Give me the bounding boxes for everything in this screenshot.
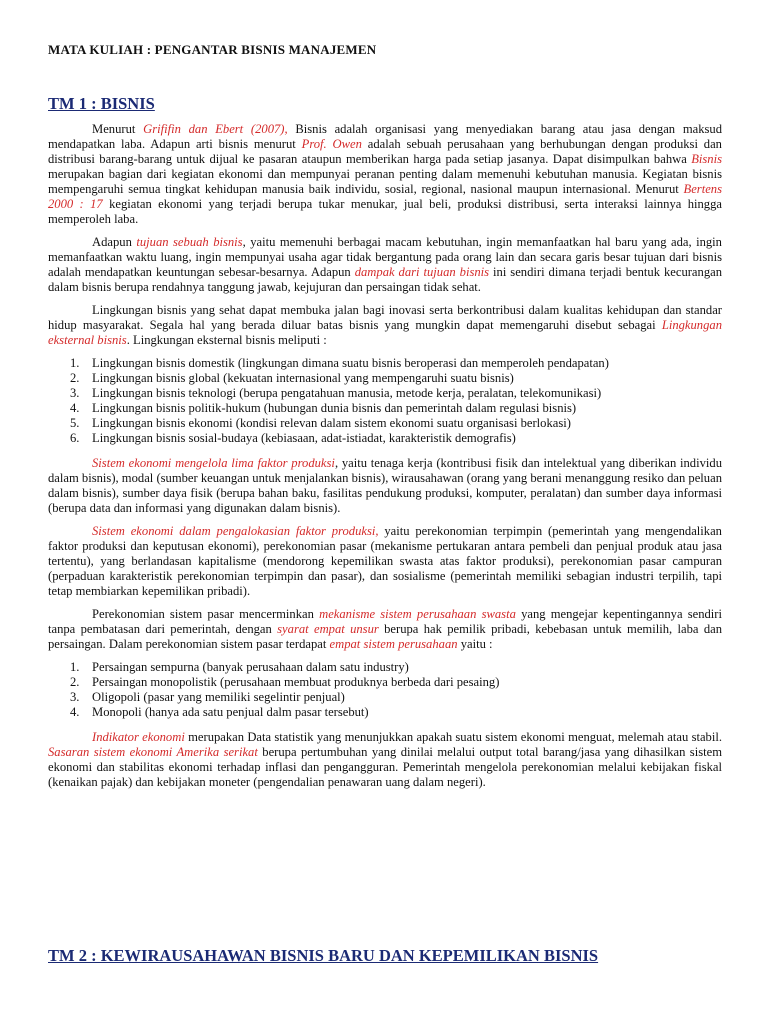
list-sistem-perusahaan (48, 660, 722, 720)
section-heading-tm2: TM 2 : KEWIRAUSAHAWAN BISNIS BARU DAN KEPEMILIKAN BISNIS (48, 946, 599, 965)
citation-bertens: Bertens 2000 : 17 (48, 182, 722, 211)
list-item: 3. Lingkungan bisnis teknologi (berupa pengatahuan manusia, metode kerja, peralatan, telekomunikasi) (70, 386, 602, 400)
highlight-lima-faktor: Sistem ekonomi mengelola lima faktor produksi (92, 456, 335, 470)
highlight-pengalokasian: Sistem ekonomi dalam pengalokasian faktor produksi, (92, 524, 379, 538)
paragraph-alokasi: Sistem ekonomi dalam pengalokasian faktor produksi, yaitu perekonomian terpimpin (pemerintah yang mengendalikan faktor produksi dan keputusan ekonomi), perekonomian pasar (mekanisme pertukaran antara pembeli dan penjual produk atau jasa tertentu), yang berlandasan kapitalisme (mendorong kepemilikan swasta atas faktor produksi), perekonomian pasar campuran (perpaduan karakteristik perekonomian terpimpin dan pasar), dan sosialisme (pemerintah memiliki sebagian industri terpilih, tapi tetap membiarkan kepemilikan pribadi). (48, 524, 722, 598)
highlight-bisnis: Bisnis (691, 152, 722, 166)
list-item: 1. Lingkungan bisnis domestik (lingkungan dimana suatu bisnis beroperasi dan memperoleh pendapatan) (70, 356, 609, 370)
paragraph-sistem-pasar: Perekonomian sistem pasar mencerminkan mekanisme sistem perusahaan swasta yang mengejar kepentingannya sendiri tanpa pembatasan dari pemerintah, dengan syarat empat unsur berupa hak pemilik pribadi, kebebasan untuk memilih, laba dan persaingan. Dalam perekonomian sistem pasar terdapat empat sistem perusahaan yaitu : (48, 607, 722, 651)
highlight-syarat: syarat empat unsur (277, 622, 379, 636)
paragraph-tujuan: Adapun tujuan sebuah bisnis, yaitu memenuhi berbagai macam kebutuhan, ingin memanfaatkan hal baru yang ada, ingin memanfaatkan waktu luang, ingin mempunyai usaha agar tidak bergantung pada orang lain dan secara garis besar tujuan dari bisnis adalah mendapatkan keuntungan sebesar-besarnya. Adapun dampak dari tujuan bisnis ini sendiri dimana terjadi bentuk kecurangan dalam bisnis berupa rendahnya tanggung jawab, kejujuran dan persaingan tidak sehat. (48, 235, 723, 294)
citation-prof-owen: Prof. Owen (301, 137, 362, 151)
highlight-mekanisme: mekanisme sistem perusahaan swasta (319, 607, 516, 621)
list-item: 4. Monopoli (hanya ada satu penjual dalm pasar tersebut) (70, 705, 369, 719)
highlight-indikator: Indikator ekonomi (92, 730, 185, 744)
citation-griffin-ebert: Grififin dan Ebert (2007), (143, 122, 288, 136)
highlight-empat-sistem: empat sistem perusahaan (329, 637, 458, 651)
course-title: MATA KULIAH : PENGANTAR BISNIS MANAJEMEN (48, 42, 377, 57)
list-item: 1. Persaingan sempurna (banyak perusahaan dalam satu industry) (70, 660, 409, 674)
paragraph-faktor-produksi: Sistem ekonomi mengelola lima faktor produksi, yaitu tenaga kerja (kontribusi fisik dan intelektual yang diberikan individu dalam bisnis), modal (sumber keuangan untuk menjalankan bisnis), wirausahawan (orang yang berani menanggung resiko dan peluan dalam bisnis), sumber daya fisik (berupa bahan baku, fasilitas pendukung produksi, komputer, peralatan) dan sumber daya informasi (berupa data dan informasi yang digunakan dalam bisnis). (48, 456, 722, 515)
highlight-sasaran: Sasaran sistem ekonomi Amerika serikat (48, 745, 258, 759)
paragraph-indikator: Indikator ekonomi merupakan Data statistik yang menunjukkan apakah suatu sistem ekonomi menguat, melemah atau stabil. Sasaran sistem ekonomi Amerika serikat berupa pertumbuhan yang dinilai melalui output total barang/jasa yang dihasilkan sistem ekonomi dan stabilitas ekonomi terhadap inflasi dan pengangguran. Pemerintah mengelola perekonomian melalui kebijakan fiskal (kenaikan pajak) dan kebijakan moneter (pengendalian penawaran uang dalam negeri). (48, 730, 722, 789)
list-item: 5. Lingkungan bisnis ekonomi (kondisi relevan dalam sistem ekonomi suatu organisasi berlokasi) (70, 416, 571, 430)
paragraph-definition: Menurut Grififin dan Ebert (2007), Bisnis adalah organisasi yang menyediakan barang atau jasa dengan maksud mendapatkan laba. Adapun arti bisnis menurut Prof. Owen adalah sebuah perusahaan yang berhubungan dengan produksi dan distribusi barang-barang untuk dijual ke pasaran ataupun memberikan harga pada setiap jasanya. Dapat disimpulkan bahwa Bisnis merupakan bagian dari kegiatan ekonomi dan mempunyai peranan penting dalam memenuhi kebutuhan manusia. Kegiatan bisnis mempengaruhi semua tingkat kehidupan manusia baik individu, sosial, regional, nasional maupun internasional. Menurut Bertens 2000 : 17 kegiatan ekonomi yang terjadi berupa tukar menukar, jual beli, produksi distribusi, serta interaksi lainnya hingga memperoleh laba. (48, 122, 722, 226)
list-item: 3. Oligopoli (pasar yang memiliki segelintir penjual) (70, 690, 345, 704)
highlight-dampak: dampak dari tujuan bisnis (354, 265, 490, 279)
list-item: 6. Lingkungan bisnis sosial-budaya (kebiasaan, adat-istiadat, karakteristik demografis) (70, 431, 516, 445)
paragraph-lingkungan: Lingkungan bisnis yang sehat dapat membuka jalan bagi inovasi serta berkontribusi dalam kualitas kehidupan dan standar hidup masyarakat. Segala hal yang berada diluar batas bisnis yang mungkin dapat memengaruhi disebut sebagai Lingkungan eksternal bisnis. Lingkungan eksternal bisnis meliputi : (48, 303, 722, 347)
highlight-lingkungan-eksternal: Lingkungan eksternal bisnis (48, 318, 722, 347)
highlight-tujuan: tujuan sebuah bisnis (136, 235, 243, 249)
list-item: 4. Lingkungan bisnis politik-hukum (hubungan dunia bisnis dan pemerintah dalam regulasi bisnis) (70, 401, 577, 415)
section-heading-tm1: TM 1 : BISNIS (48, 94, 155, 113)
document-body (48, 122, 722, 798)
list-lingkungan-eksternal (48, 356, 722, 446)
list-item: 2. Lingkungan bisnis global (kekuatan internasional yang mempengaruhi suatu bisnis) (70, 371, 514, 385)
list-item: 2. Persaingan monopolistik (perusahaan membuat produknya berbeda dari pesaing) (70, 675, 500, 689)
